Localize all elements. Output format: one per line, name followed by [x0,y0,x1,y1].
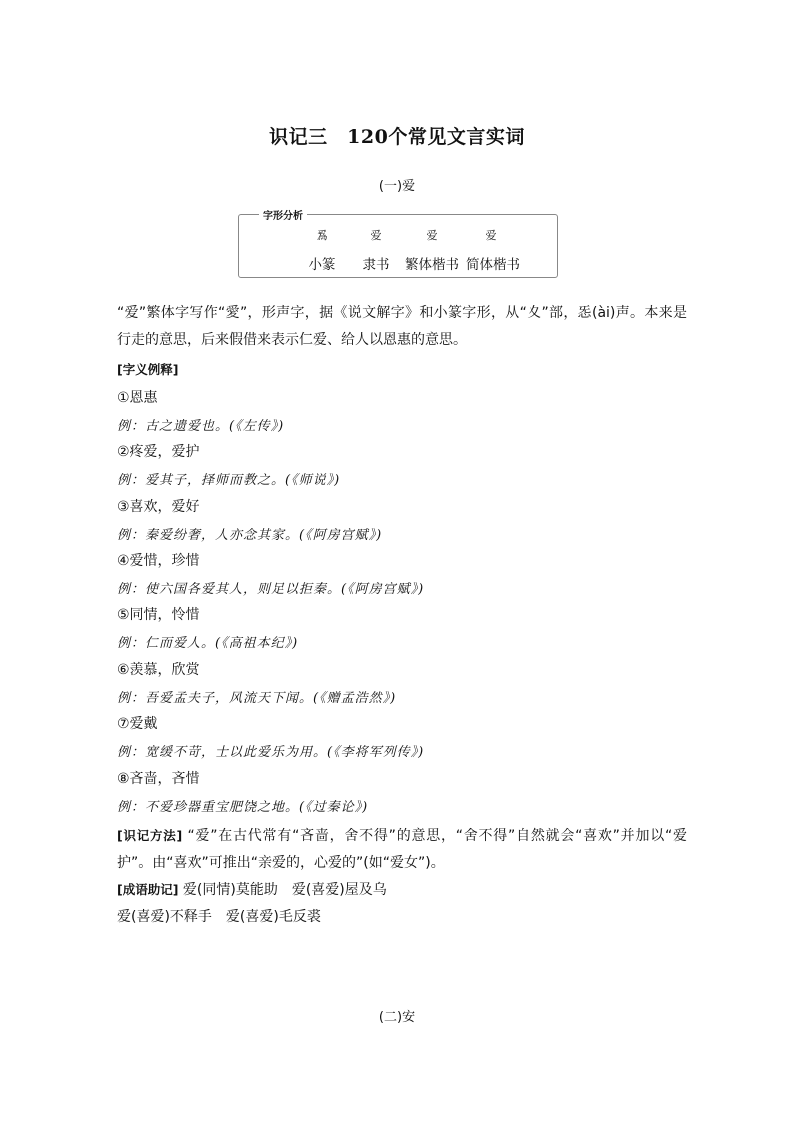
sense-8: ⑧吝啬，吝惜 [117,771,200,787]
sense-7: ⑦爱戴 [117,716,158,732]
idiom-line-2: 爱(喜爱)不释手 爱(喜爱)毛反裘 [117,909,321,925]
intro-paragraph: “爱”繁体字写作“愛”，形声字，据《说文解字》和小篆字形，从“夊”部，㤅(ài)声。本来是行走的意思，后来假借来表示仁爱、给人以恩惠的意思。 [117,305,687,348]
section-heading-an: (二)安 [378,1010,416,1025]
idioms-first: 爱(同情)莫能助 爱(喜爱)屋及乌 [182,882,387,898]
example-3: 例：秦爱纷奢，人亦念其家。(《阿房宫赋》) [117,528,383,543]
method-text: “爱”在古代常有“吝啬，舍不得”的意思，“舍不得”自然就会“喜欢”并加以“爱护”。由“喜欢”可推出“亲爱的，心爱的”(如“爱女”)。 [117,828,687,871]
glyph-seal-script: 𤔡 [316,229,328,242]
example-2: 例：爱其子，择师而教之。(《师说》) [117,473,341,488]
glyph-simplified-regular: 爱 [485,229,497,242]
glyph-traditional-regular: 爱 [426,229,438,242]
glyph-name-clerical: 隶书 [362,257,390,273]
glyph-box-label: 字形分析 [259,207,307,222]
meaning-tag: [字义例释] [117,362,179,377]
memory-method [117,822,687,877]
page-title: 识记三 120个常见文言实词 [269,126,525,148]
example-1: 例：古之遗爱也。(《左传》) [117,419,285,434]
example-7: 例：宽缓不苛，士以此爱乐为用。(《李将军列传》) [117,745,425,760]
section-heading-ai: (一)爱 [378,179,416,194]
example-8: 例：不爱珍器重宝肥饶之地。(《过秦论》) [117,800,369,815]
glyph-clerical-script: 爱 [370,229,382,242]
example-4: 例：使六国各爱其人，则足以拒秦。(《阿房宫赋》) [117,582,425,597]
sense-1: ①恩惠 [117,390,158,406]
example-5: 例：仁而爱人。(《高祖本纪》) [117,636,299,651]
glyph-name-traditional: 繁体楷书 [405,257,459,273]
sense-6: ⑥羡慕，欣赏 [117,662,200,678]
sense-4: ④爱惜，珍惜 [117,553,200,569]
method-tag: [识记方法] [117,828,183,843]
sense-5: ⑤同情，怜惜 [117,607,200,623]
example-6: 例：吾爱孟夫子，风流天下闻。(《赠孟浩然》) [117,691,397,706]
idiom-line-1 [117,879,387,899]
glyph-analysis-box [238,211,558,278]
sense-3: ③喜欢，爱好 [117,499,200,515]
idiom-tag: [成语助记] [117,882,179,897]
glyph-name-seal: 小篆 [308,257,336,273]
sense-2: ②疼爱，爱护 [117,444,200,460]
glyph-name-simplified: 简体楷书 [466,257,520,273]
